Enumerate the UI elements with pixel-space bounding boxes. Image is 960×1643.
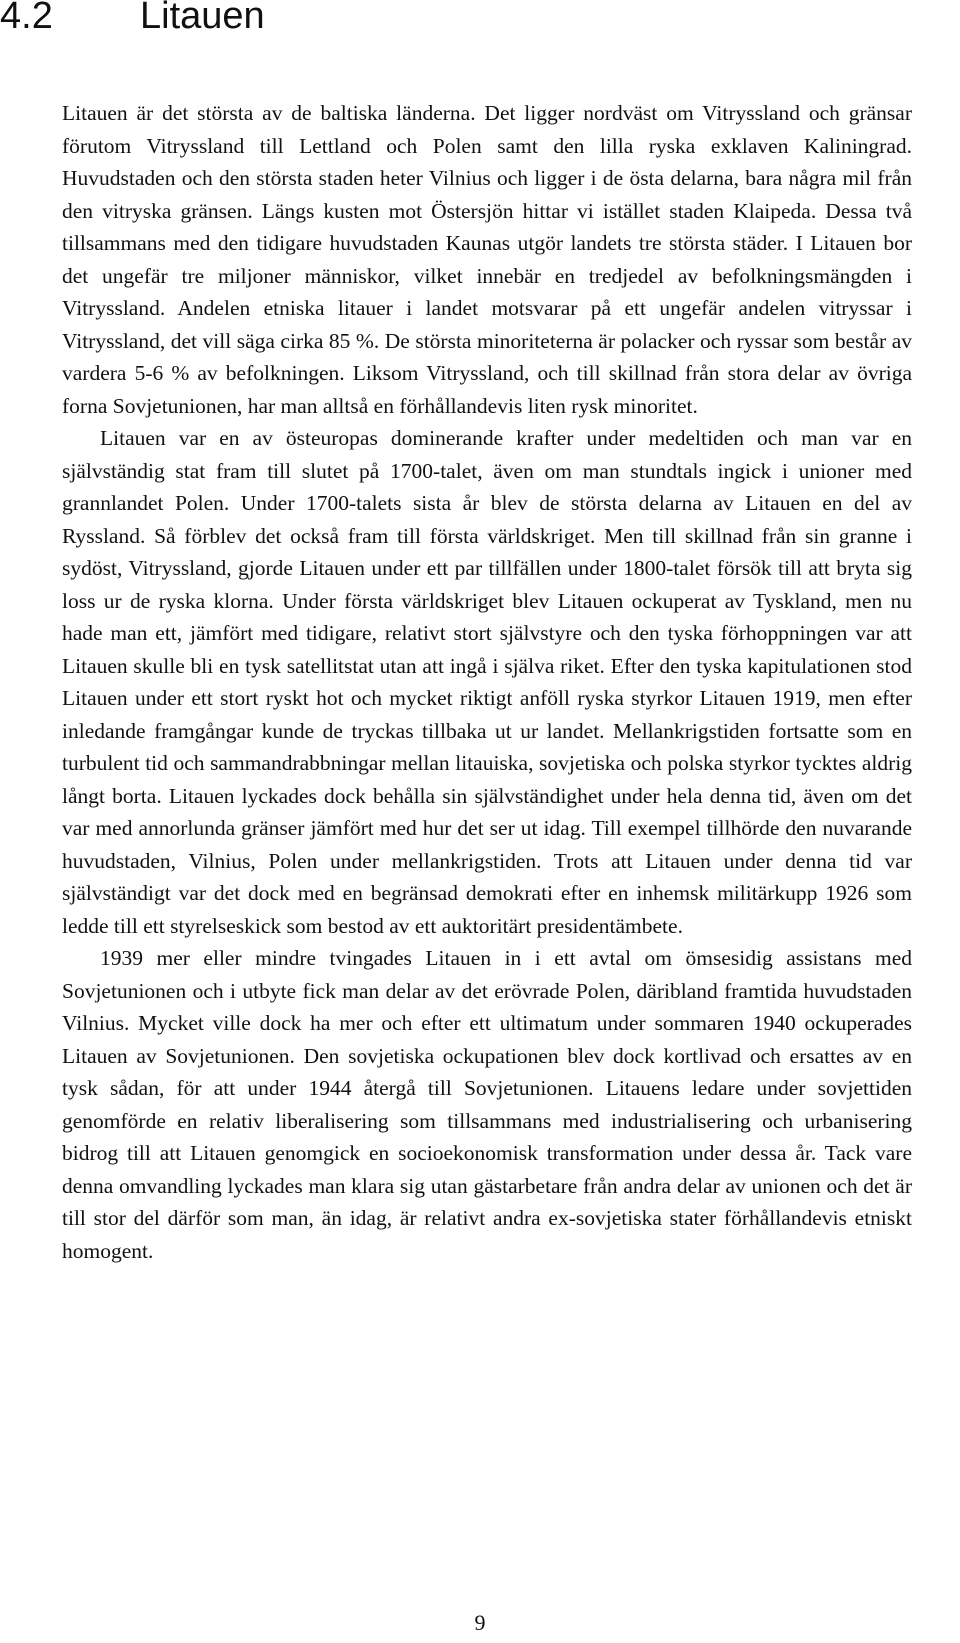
section-number: 4.2 xyxy=(0,0,53,37)
paragraph: Litauen var en av östeuropas dominerande krafter under medeltiden och man var en självständig stat fram till slutet på 1700-talet, även om man stundtals ingick i unioner med grannlandet Polen. Under 1700-talets sista år blev de största delarna av Litauen en del av Ryssland. Så förblev det också fram till första världskriget. Men till skillnad från sin granne i sydöst, Vitryssland, gjorde Litauen under ett par tillfällen under 1800-talet försök till att bryta sig loss ur de ryska klorna. Under första världskriget blev Litauen ockuperat av Tyskland, men nu hade man ett, jämfört med tidigare, relativt stort självstyre och den tyska förhoppningen var att Litauen skulle bli en tysk satellitstat utan att ingå i själva riket. Efter den tyska kapitulationen stod Litauen under ett stort ryskt hot och mycket riktigt anföll ryska styrkor Litauen 1919, men efter inledande framgångar kunde de tryckas tillbaka ut ur landet. Mellankrigstiden fortsatte som en turbulent tid och sammandrabbningar mellan litauiska, sovjetiska och polska styrkor tycktes aldrig långt borta. Litauen lyckades dock behålla sin självständighet under hela denna tid, även om det var med annorlunda gränser jämfört med hur det ser ut idag. Till exempel tillhörde den nuvarande huvudstaden, Vilnius, Polen under mellankrigstiden. Trots att Litauen under denna tid var självständigt var det dock med en begränsad demokrati efter en inhemsk militärkupp 1926 som ledde till ett styrelseskick som bestod av ett auktoritärt presidentämbete. xyxy=(62,426,912,938)
section-title: Litauen xyxy=(140,0,265,37)
paragraph: Litauen är det största av de baltiska länderna. Det ligger nordväst om Vitryssland och gränsar förutom Vitryssland till Lettland och Polen samt den lilla ryska exklaven Kaliningrad. Huvudstaden och den största staden heter Vilnius och ligger i de östa delarna, bara några mil från den vitryska gränsen. Längs kusten mot Östersjön hittar vi istället staden Klaipeda. Dessa två tillsammans med den tidigare huvudstaden Kaunas utgör landets tre största städer. I Litauen bor det ungefär tre miljoner människor, vilket innebär en tredjedel av befolkningsmängden i Vitryssland. Andelen etniska litauer i landet motsvarar på ett ungefär andelen vitryssar i Vitryssland, det vill säga cirka 85 %. De största minoriteterna är polacker och ryssar som består av vardera 5-6 % av befolkningen. Liksom Vitryssland, och till skillnad från stora delar av övriga forna Sovjetunionen, har man alltså en förhållandevis liten rysk minoritet. xyxy=(62,101,912,418)
section-heading xyxy=(0,0,265,40)
body-text xyxy=(62,97,912,1267)
page-number: 9 xyxy=(474,1610,486,1635)
paragraph: 1939 mer eller mindre tvingades Litauen in i ett avtal om ömsesidig assistans med Sovjetunionen och i utbyte fick man delar av det erövrade Polen, däribland framtida huvudstaden Vilnius. Mycket ville dock ha mer och efter ett ultimatum under sommaren 1940 ockuperades Litauen av Sovjetunionen. Den sovjetiska ockupationen blev dock kortlivad och ersattes av en tysk sådan, för att under 1944 återgå till Sovjetunionen. Litauens ledare under sovjettiden genomförde en relativ liberalisering som tillsammans med industrialisering och urbanisering bidrog till att Litauen genomgick en socioekonomisk transformation under dessa år. Tack vare denna omvandling lyckades man klara sig utan gästarbetare från andra delar av unionen och det är till stor del därför som man, än idag, är relativt andra ex-sovjetiska stater förhållandevis etniskt homogent. xyxy=(62,946,912,1263)
